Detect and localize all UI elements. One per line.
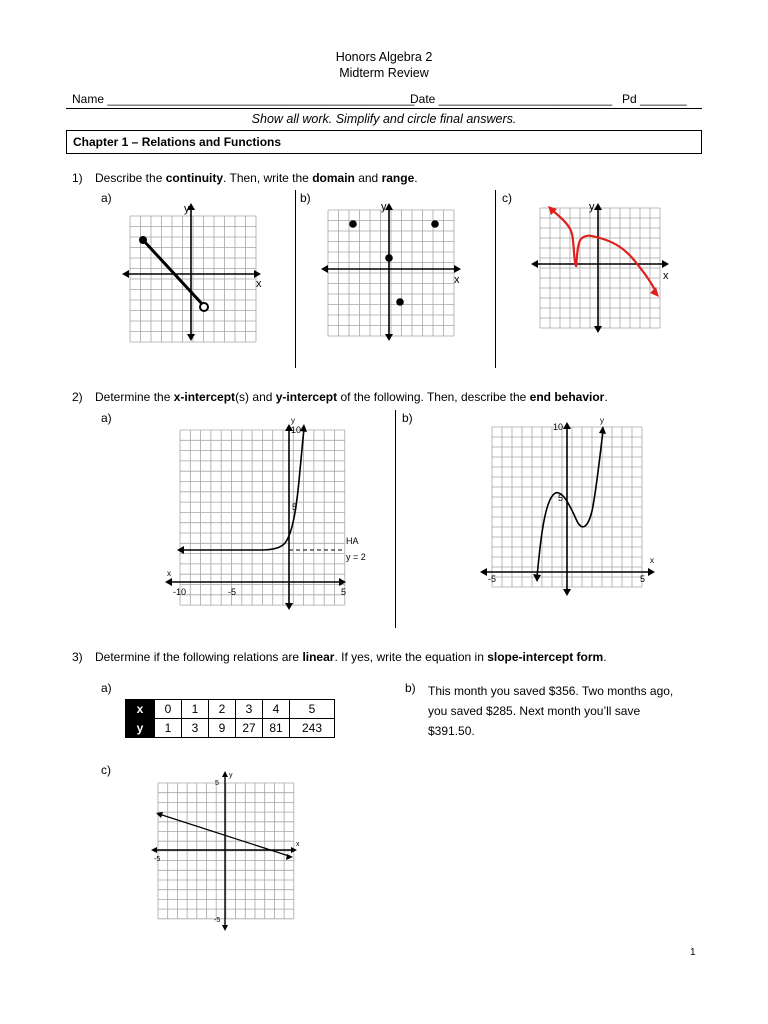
asymptote-equation: y = 2	[346, 552, 366, 562]
point	[349, 220, 357, 228]
arrow	[385, 334, 393, 341]
q3-prompt	[95, 650, 607, 664]
q1-prompt	[95, 171, 418, 185]
q2-keyword-y-intercept: y-intercept	[275, 390, 338, 404]
q3-keyword-slope-intercept: slope-intercept form	[487, 650, 604, 664]
doc-subtitle: Midterm Review	[339, 66, 429, 80]
table-cell: 9	[209, 719, 236, 738]
q2-keyword-end-behavior: end behavior	[529, 390, 605, 404]
q2-text: .	[604, 390, 608, 404]
open-endpoint	[200, 303, 208, 311]
section-box	[66, 130, 702, 154]
word-problem-line: This month you saved $356. Two months ago,	[428, 684, 674, 698]
grid	[130, 216, 256, 342]
tick-label: 5	[215, 780, 219, 787]
q1-label-c: c)	[502, 191, 512, 205]
table-cell: 3	[236, 700, 263, 719]
tick-label: 10	[291, 425, 302, 435]
grid	[180, 430, 345, 605]
tick-label: 5	[292, 502, 298, 512]
table-cell: 0	[155, 700, 182, 719]
q3-b-word-problem	[428, 681, 673, 741]
q3-text: . If yes, write the equation in	[334, 650, 488, 664]
table-row	[126, 719, 335, 738]
header-rule	[66, 108, 702, 109]
arrow	[187, 334, 195, 341]
divider	[395, 410, 396, 628]
y-axis-label: y	[184, 203, 190, 215]
arrow	[285, 603, 293, 610]
table-cell: 243	[290, 719, 335, 738]
q2-prompt	[95, 390, 608, 404]
arrow	[648, 568, 655, 576]
x-axis-label: x	[256, 278, 262, 290]
tick-label: 5	[640, 574, 646, 584]
table-cell: 81	[263, 719, 290, 738]
tick-label: -5	[488, 574, 497, 584]
divider	[495, 190, 496, 368]
grid	[328, 210, 454, 336]
tick-label: 10	[553, 422, 564, 432]
x-axis-label: x	[167, 569, 171, 578]
asymptote-label: HA	[346, 536, 359, 546]
arrow	[286, 854, 293, 860]
graph-3c	[150, 768, 310, 938]
arrow	[454, 265, 461, 273]
period-field[interactable]: Pd _______	[622, 92, 687, 106]
table-cell: 4	[263, 700, 290, 719]
polynomial-curve	[537, 431, 603, 577]
q2-text: (s) and	[235, 390, 276, 404]
x-header: x	[126, 700, 155, 719]
arrow	[122, 270, 129, 278]
arrow	[254, 270, 261, 278]
q3-text: Determine if the following relations are	[95, 650, 303, 664]
page-number: 1	[690, 947, 696, 958]
q1-text: .	[414, 171, 418, 185]
y-axis-label: y	[589, 201, 595, 213]
section-title: Chapter 1 – Relations and Functions	[73, 135, 282, 149]
q1-text: and	[354, 171, 382, 185]
date-field[interactable]: Date __________________________	[410, 92, 613, 106]
table-cell: 5	[290, 700, 335, 719]
q1-text: . Then, write the	[223, 171, 313, 185]
table-cell: 27	[236, 719, 263, 738]
x-axis-label: x	[454, 274, 460, 286]
table-cell: 3	[182, 719, 209, 738]
grid	[540, 208, 660, 328]
relation-table	[125, 699, 335, 738]
q3-label-c: c)	[101, 763, 111, 777]
arrow	[151, 847, 157, 853]
q3-keyword-linear: linear	[302, 650, 335, 664]
arrow	[662, 260, 669, 268]
arrow	[563, 422, 571, 429]
exponential-curve	[183, 429, 304, 550]
tick-label: -5	[214, 917, 221, 924]
x-axis-label: x	[296, 841, 300, 848]
arrow	[533, 574, 541, 582]
tick-label: -5	[228, 587, 237, 597]
y-header: y	[126, 719, 155, 738]
tick-label: 5	[341, 587, 347, 597]
table-row	[126, 700, 335, 719]
tick-label: 5	[558, 493, 564, 503]
q2-label-b: b)	[402, 411, 413, 425]
arrow	[222, 925, 228, 931]
arrow	[650, 287, 659, 297]
q1-text: Describe the	[95, 171, 166, 185]
point	[431, 220, 439, 228]
y-axis-label: y	[229, 772, 233, 779]
arrow	[594, 326, 602, 333]
doc-title: Honors Algebra 2	[335, 50, 433, 64]
word-problem-line: $391.50.	[428, 724, 475, 738]
table-cell: 1	[155, 719, 182, 738]
arrow	[300, 424, 307, 432]
q2-number: 2)	[72, 390, 83, 404]
red-curve	[552, 210, 656, 292]
y-axis-label: y	[291, 416, 295, 425]
tick-label: -5	[154, 856, 161, 863]
arrow	[563, 589, 571, 596]
q2-text: Determine the	[95, 390, 174, 404]
q1-keyword-range: range	[381, 171, 415, 185]
q3-number: 3)	[72, 650, 83, 664]
q2-keyword-x-intercept: x-intercept	[173, 390, 236, 404]
q1-keyword-continuity: continuity	[165, 171, 224, 185]
arrow	[222, 771, 228, 777]
x-axis-label: x	[650, 556, 654, 565]
point	[396, 298, 404, 306]
q1-number: 1)	[72, 171, 83, 185]
graph-1c	[530, 198, 680, 348]
word-problem-line: you saved $285. Next month you’ll save	[428, 704, 641, 718]
x-axis-label: x	[663, 270, 669, 282]
graph-1b	[320, 198, 470, 348]
q1-keyword-domain: domain	[312, 171, 355, 185]
graph-2b	[480, 415, 660, 600]
closed-endpoint	[139, 236, 147, 244]
q2-label-a: a)	[101, 411, 112, 425]
q2-text: of the following. Then, describe the	[337, 390, 530, 404]
instructions: Show all work. Simplify and circle final answers.	[251, 112, 517, 126]
y-axis-label: y	[381, 201, 387, 213]
q3-label-b: b)	[405, 681, 416, 695]
arrow	[321, 265, 328, 273]
arrow	[177, 546, 184, 554]
arrow	[531, 260, 538, 268]
q1-label-b: b)	[300, 191, 311, 205]
arrow	[165, 578, 172, 586]
divider	[295, 190, 296, 368]
q1-label-a: a)	[101, 191, 112, 205]
arrow	[594, 203, 602, 210]
name-field[interactable]: Name ______________________________________________	[72, 92, 415, 106]
segment	[143, 240, 204, 306]
tick-label: -10	[173, 587, 187, 597]
table-cell: 1	[182, 700, 209, 719]
arrow	[156, 812, 163, 818]
graph-1a	[120, 198, 270, 348]
q3-label-a: a)	[101, 681, 112, 695]
table-cell: 2	[209, 700, 236, 719]
point	[385, 254, 393, 262]
graph-2a	[165, 415, 365, 615]
y-axis-label: y	[600, 416, 604, 425]
q3-text: .	[603, 650, 607, 664]
arrow	[480, 568, 487, 576]
